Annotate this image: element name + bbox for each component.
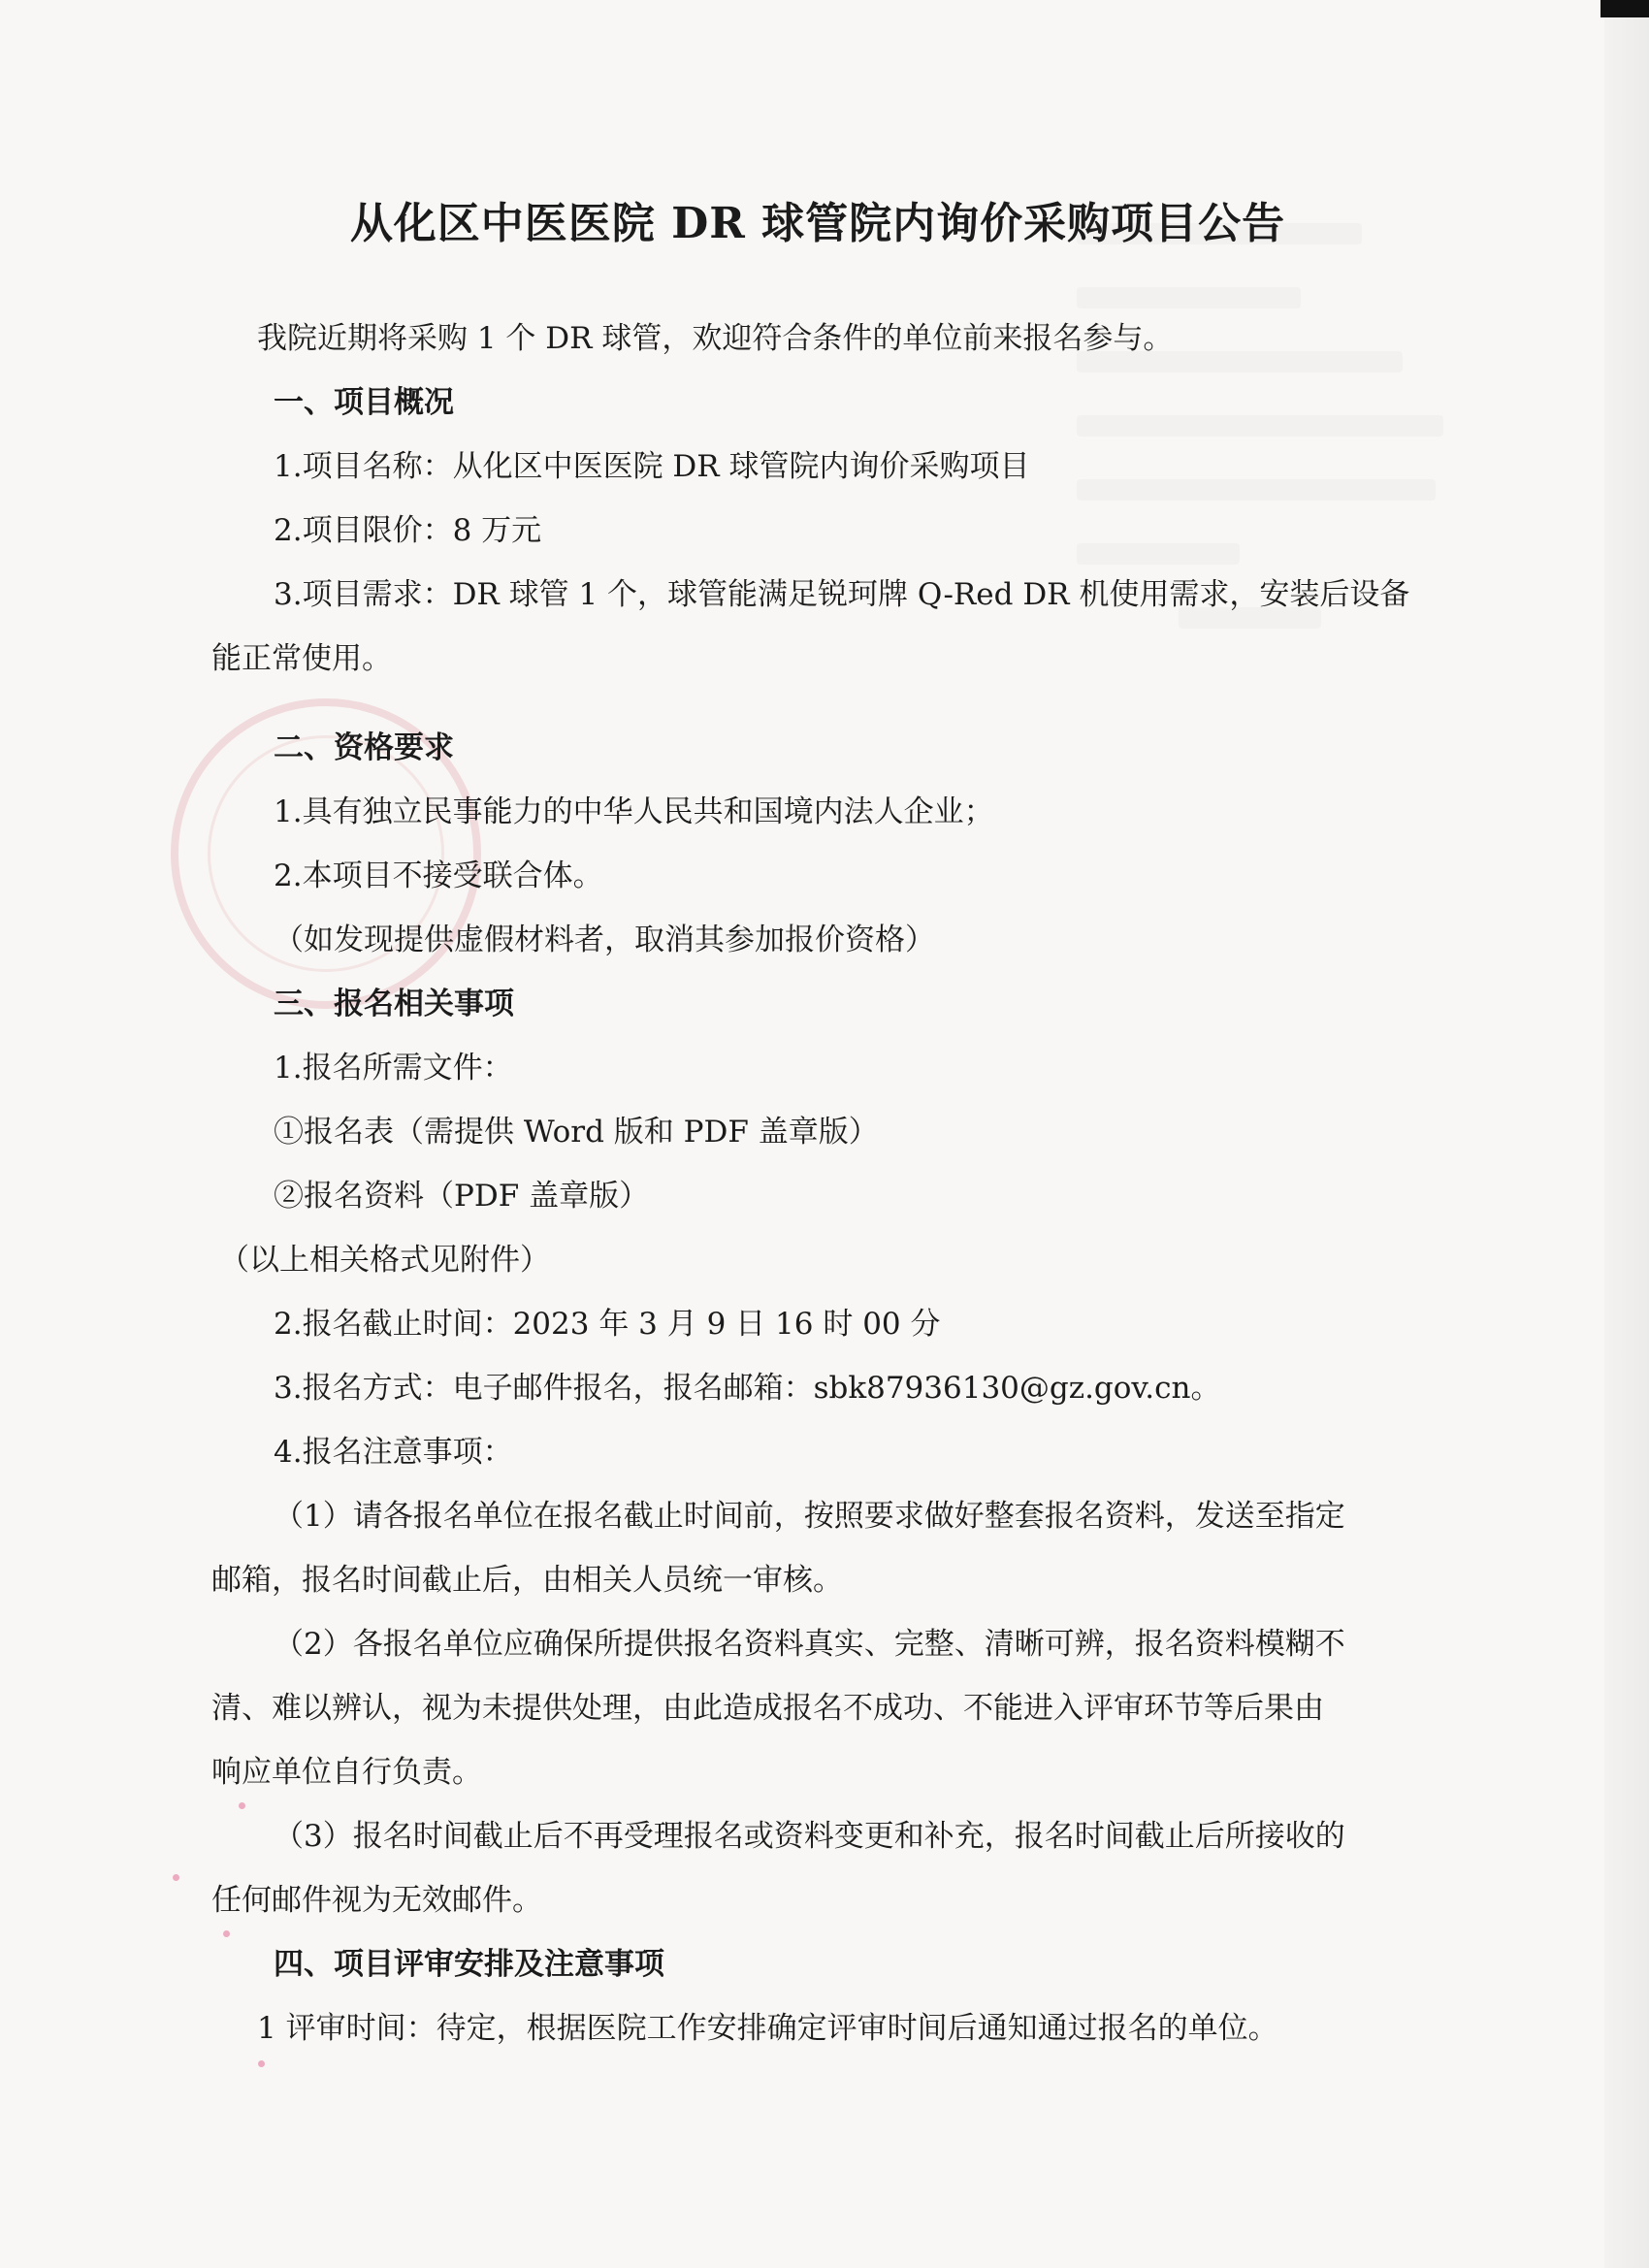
registration-note-2: （2）各报名单位应确保所提供报名资料真实、完整、清晰可辨，报名资料模糊不 — [274, 1627, 1345, 1662]
registration-note-3-cont: 任何邮件视为无效邮件。 — [211, 1883, 542, 1918]
registration-note-1-cont: 邮箱，报名时间截止后，由相关人员统一审核。 — [211, 1563, 843, 1598]
section-heading-review: 四、项目评审安排及注意事项 — [274, 1947, 664, 1982]
intro-paragraph: 我院近期将采购 1 个 DR 球管，欢迎符合条件的单位前来报名参与。 — [257, 321, 1174, 356]
section-heading-qualification: 二、资格要求 — [274, 730, 454, 765]
ink-speck — [258, 2060, 265, 2067]
section-heading-overview: 一、项目概况 — [274, 385, 454, 420]
registration-docs-label: 1.报名所需文件： — [274, 1051, 513, 1085]
scan-corner-mark — [1600, 0, 1649, 17]
registration-docs-note: （以上相关格式见附件） — [219, 1243, 550, 1278]
announcement-body — [211, 175, 1424, 2060]
registration-doc-materials: ②报名资料（PDF 盖章版） — [274, 1179, 650, 1214]
registration-note-1: （1）请各报名单位在报名截止时间前，按照要求做好整套报名资料，发送至指定 — [274, 1499, 1345, 1534]
review-time: 1 评审时间：待定，根据医院工作安排确定评审时间后通知通过报名的单位。 — [257, 2011, 1278, 2046]
page-title: 从化区中医医院 DR 球管院内询价采购项目公告 — [349, 199, 1286, 248]
qualification-item-1: 1.具有独立民事能力的中华人民共和国境内法人企业； — [274, 794, 994, 829]
section-heading-registration: 三、报名相关事项 — [274, 987, 514, 1021]
scan-edge-shadow — [1604, 0, 1649, 2268]
overview-item-name: 1.项目名称：从化区中医医院 DR 球管院内询价采购项目 — [274, 449, 1030, 484]
overview-item-price: 2.项目限价：8 万元 — [274, 513, 542, 548]
registration-deadline: 2.报名截止时间：2023 年 3 月 9 日 16 时 00 分 — [274, 1307, 941, 1342]
registration-notes-label: 4.报名注意事项： — [274, 1435, 513, 1470]
qualification-note: （如发现提供虚假材料者，取消其参加报价资格） — [274, 923, 935, 957]
registration-note-2-cont2: 响应单位自行负责。 — [211, 1755, 482, 1790]
ink-speck — [173, 1874, 179, 1881]
overview-item-requirement-cont: 能正常使用。 — [211, 641, 392, 676]
registration-note-3: （3）报名时间截止后不再受理报名或资料变更和补充，报名时间截止后所接收的 — [274, 1819, 1345, 1854]
registration-method: 3.报名方式：电子邮件报名，报名邮箱：sbk87936130@gz.gov.cn。 — [274, 1371, 1221, 1406]
overview-item-requirement: 3.项目需求：DR 球管 1 个，球管能满足锐珂牌 Q-Red DR 机使用需求，安装后设备 — [274, 577, 1410, 612]
registration-note-2-cont: 清、难以辨认，视为未提供处理，由此造成报名不成功、不能进入评审环节等后果由 — [211, 1691, 1324, 1726]
qualification-item-2: 2.本项目不接受联合体。 — [274, 859, 603, 893]
registration-doc-form: ①报名表（需提供 Word 版和 PDF 盖章版） — [274, 1115, 879, 1150]
